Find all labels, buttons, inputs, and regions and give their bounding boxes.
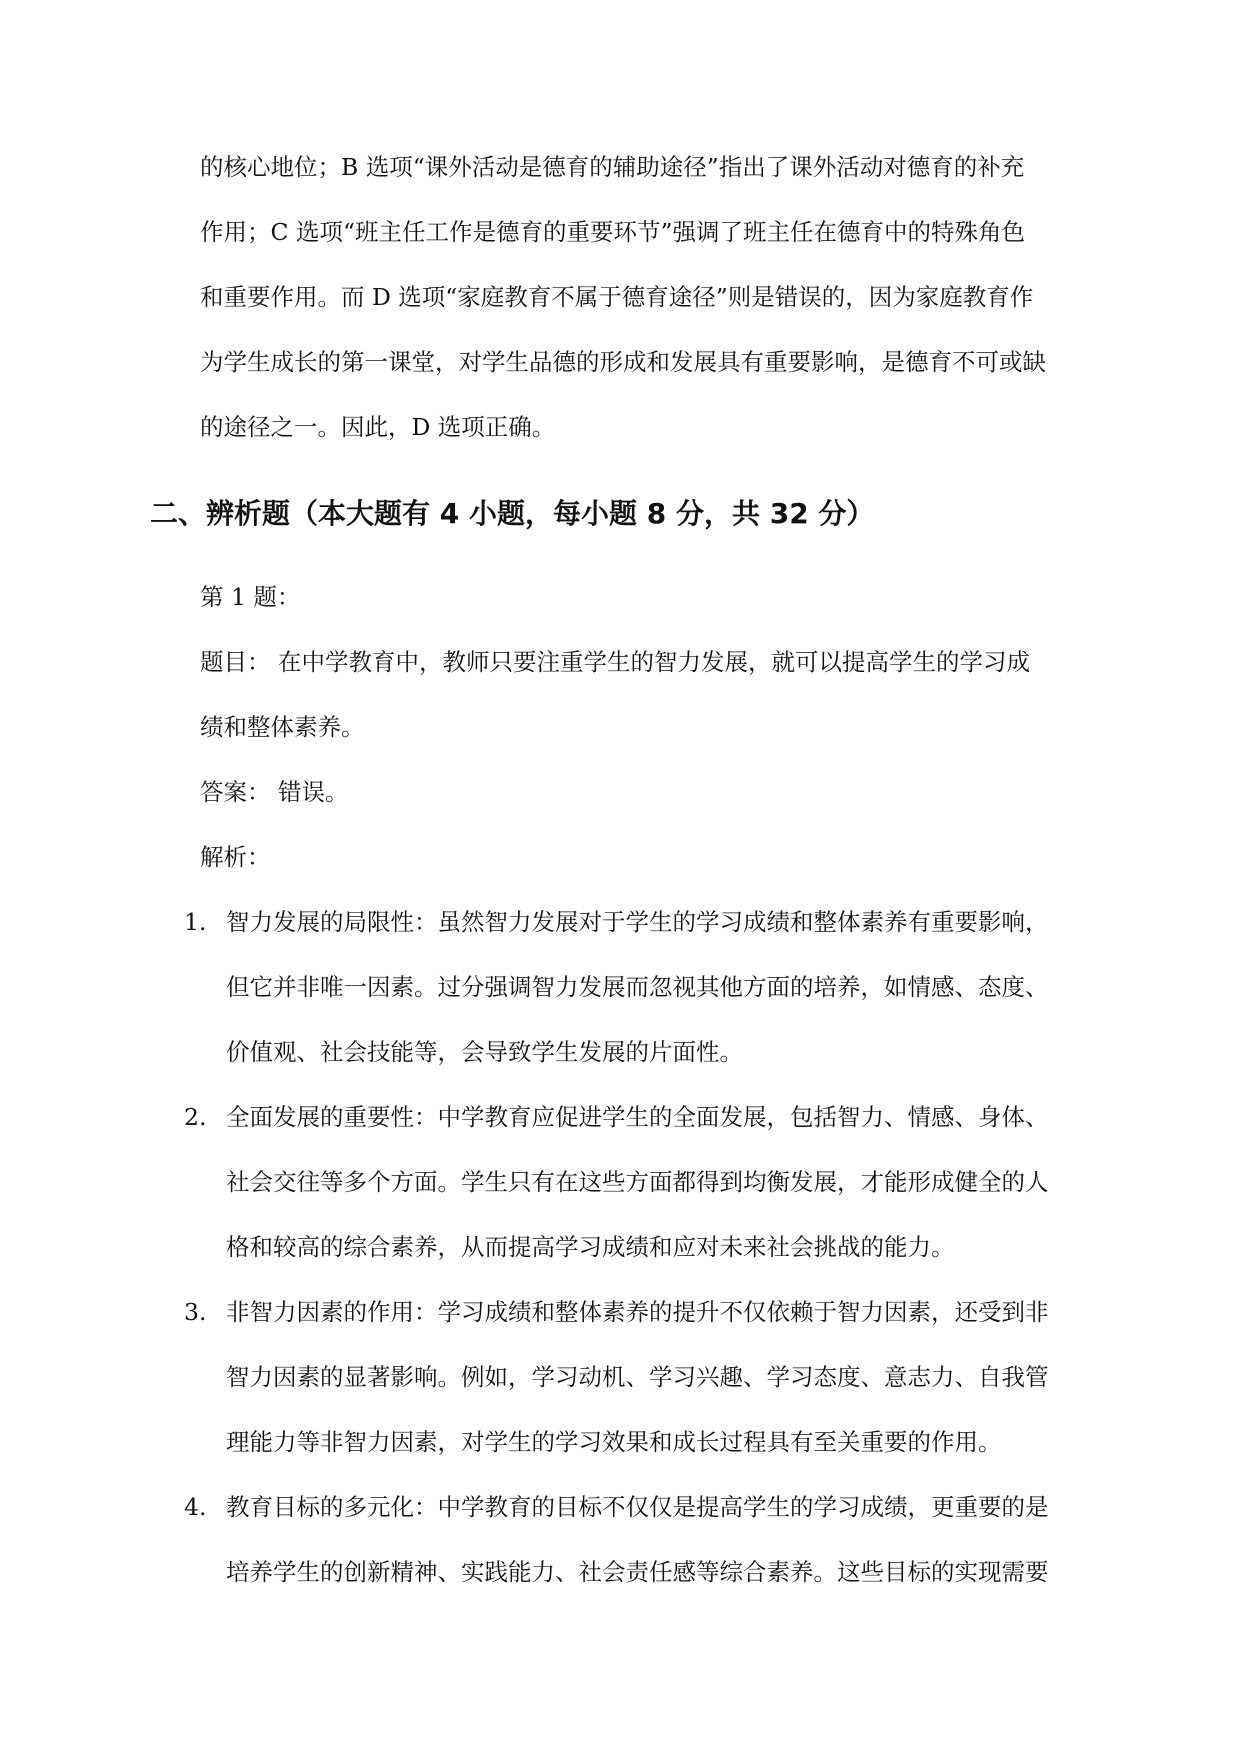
analysis-item-1-line-2: 但它并非唯一因素。过分强调智力发展而忽视其他方面的培养，如情感、态度、 <box>226 973 1049 1001</box>
intro-line-2: 作用；C 选项“班主任工作是德育的重要环节”强调了班主任在德育中的特殊角色 <box>200 218 1025 246</box>
analysis-item-3-number: 3. <box>184 1298 207 1326</box>
analysis-item-4-number: 4. <box>184 1493 207 1521</box>
analysis-item-2-number: 2. <box>184 1103 207 1131</box>
section-heading: 二、辨析题（本大题有 4 小题，每小题 8 分，共 32 分） <box>150 497 875 530</box>
analysis-item-1-number: 1. <box>184 908 207 936</box>
analysis-item-4-line-1: 教育目标的多元化：中学教育的目标不仅仅是提高学生的学习成绩，更重要的是 <box>226 1493 1049 1521</box>
answer-line: 答案： 错误。 <box>200 778 349 806</box>
question-prompt-line-2: 绩和整体素养。 <box>200 713 365 741</box>
analysis-item-1-line-1: 智力发展的局限性：虽然智力发展对于学生的学习成绩和整体素养有重要影响， <box>226 908 1049 936</box>
intro-line-5: 的途径之一。因此，D 选项正确。 <box>200 413 556 441</box>
analysis-item-2-line-1: 全面发展的重要性：中学教育应促进学生的全面发展，包括智力、情感、身体、 <box>226 1103 1049 1131</box>
analysis-item-3-line-3: 理能力等非智力因素，对学生的学习效果和成长过程具有至关重要的作用。 <box>226 1428 1002 1456</box>
analysis-item-4-line-2: 培养学生的创新精神、实践能力、社会责任感等综合素养。这些目标的实现需要 <box>226 1558 1049 1586</box>
analysis-item-3-line-1: 非智力因素的作用：学习成绩和整体素养的提升不仅依赖于智力因素，还受到非 <box>226 1298 1049 1326</box>
analysis-item-2-line-3: 格和较高的综合素养，从而提高学习成绩和应对未来社会挑战的能力。 <box>226 1233 955 1261</box>
analysis-item-2-line-2: 社会交往等多个方面。学生只有在这些方面都得到均衡发展，才能形成健全的人 <box>226 1168 1049 1196</box>
intro-line-4: 为学生成长的第一课堂，对学生品德的形成和发展具有重要影响，是德育不可或缺 <box>200 348 1046 376</box>
question-number: 第 1 题： <box>200 583 301 611</box>
analysis-label: 解析： <box>200 843 271 871</box>
intro-line-1: 的核心地位；B 选项“课外活动是德育的辅助途径”指出了课外活动对德育的补充 <box>200 153 1025 181</box>
intro-line-3: 和重要作用。而 D 选项“家庭教育不属于德育途径”则是错误的，因为家庭教育作 <box>200 283 1034 311</box>
analysis-item-1-line-3: 价值观、社会技能等，会导致学生发展的片面性。 <box>226 1038 743 1066</box>
question-prompt-line-1: 题目： 在中学教育中，教师只要注重学生的智力发展，就可以提高学生的学习成 <box>200 648 1030 676</box>
analysis-item-3-line-2: 智力因素的显著影响。例如，学习动机、学习兴趣、学习态度、意志力、自我管 <box>226 1363 1049 1391</box>
